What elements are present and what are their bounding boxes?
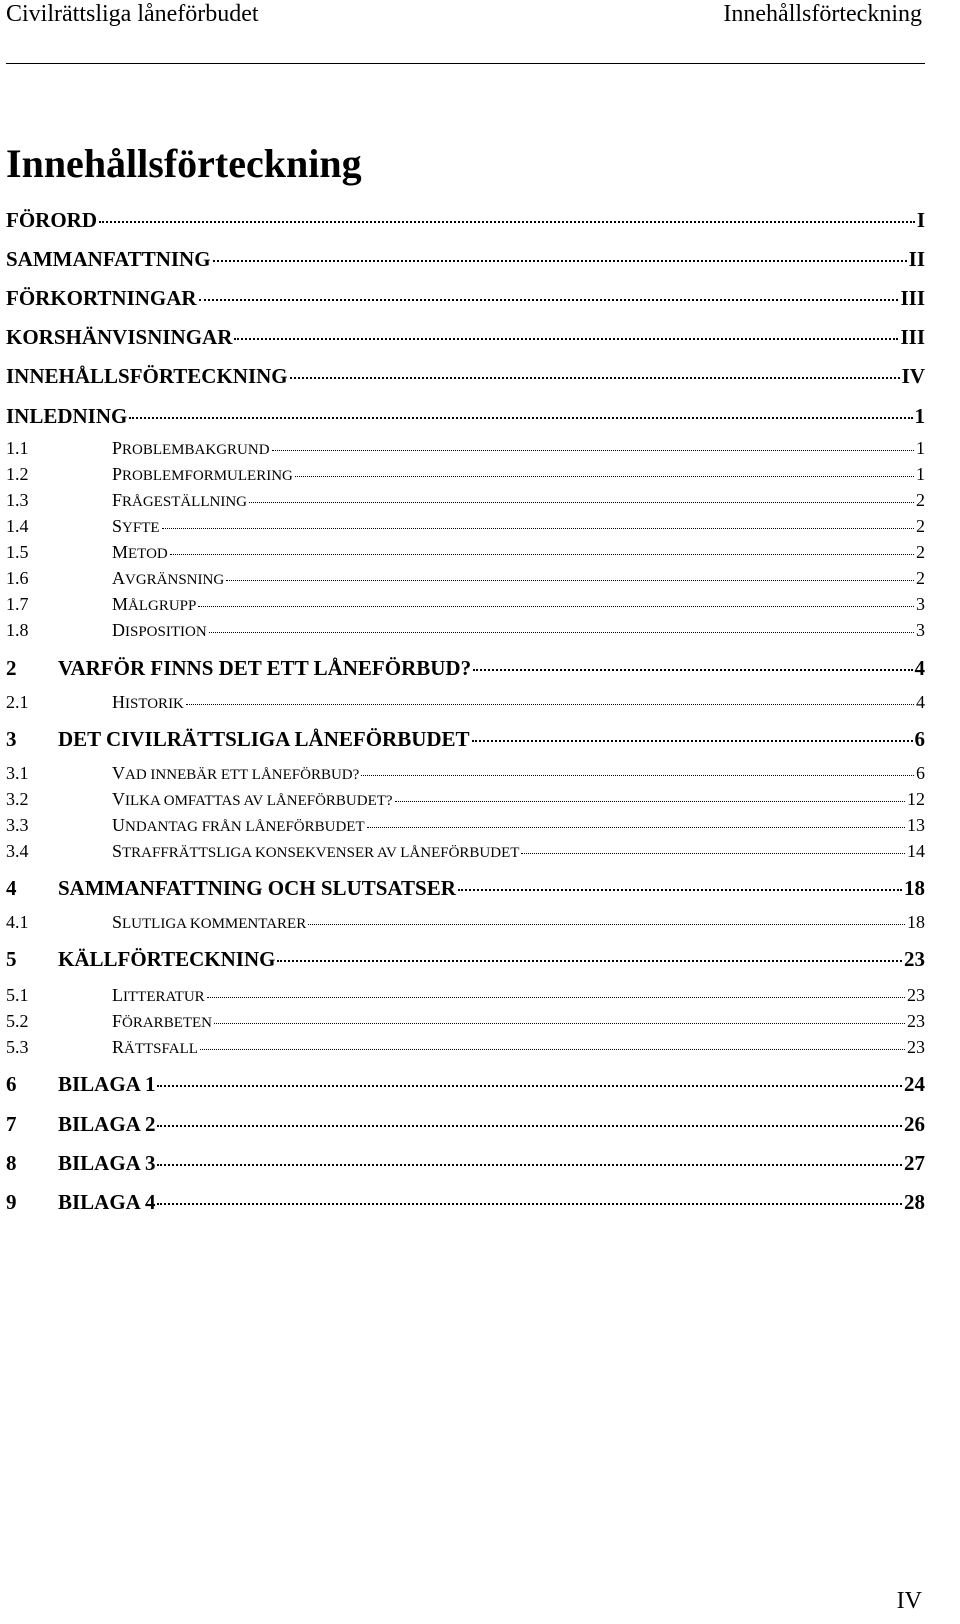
toc-entry-label-initial: M: [112, 542, 129, 562]
toc-entry[interactable]: [6, 404, 925, 429]
toc-entry-label: [112, 594, 196, 615]
toc-entry-page: 18: [904, 876, 925, 900]
toc-leader-dots: [186, 704, 914, 705]
toc-entry-label-initial: S: [112, 841, 123, 861]
toc-entry-number: 4.1: [6, 912, 29, 932]
toc-entry-number: 5: [6, 947, 17, 971]
toc-entry-page: 3: [916, 620, 925, 640]
toc-entry-label: KORSHÄNVISNINGAR: [6, 325, 233, 349]
toc-entry-page: 4: [914, 656, 925, 680]
toc-entry[interactable]: [6, 1112, 925, 1137]
toc-entry[interactable]: [6, 815, 925, 836]
toc-entry-label: [112, 1037, 198, 1058]
toc-entry-number: 3.4: [6, 841, 29, 861]
toc-entry-page: I: [916, 208, 925, 232]
toc-entry-label: INNEHÅLLSFÖRTECKNING: [6, 364, 288, 388]
toc-entry-label-initial: H: [112, 692, 125, 712]
toc-entry-label-initial: S: [112, 516, 123, 536]
toc-entry-label-rest: AD INNEBÄR ETT LÅNEFÖRBUD?: [125, 767, 360, 783]
toc-entry-label: INLEDNING: [6, 404, 128, 428]
toc-entry-label-initial: P: [112, 438, 123, 458]
toc-entry-label: [112, 464, 293, 485]
toc-leader-dots: [272, 450, 914, 451]
toc-entry[interactable]: [6, 985, 925, 1006]
toc-entry-label-initial: P: [112, 464, 123, 484]
toc-leader-dots: [170, 554, 914, 555]
toc-entry-number: 1.4: [6, 516, 29, 536]
toc-entry-page: 2: [916, 516, 925, 536]
toc-entry-label: [112, 789, 393, 810]
toc-entry[interactable]: [6, 841, 925, 862]
toc-entry-number: 3.1: [6, 763, 29, 783]
toc-entry[interactable]: [6, 516, 925, 537]
toc-entry-number: 5.1: [6, 985, 29, 1005]
toc-entry-label-rest: ÅLGRUPP: [128, 598, 197, 614]
toc-entry[interactable]: [6, 325, 925, 350]
toc-entry[interactable]: [6, 876, 925, 901]
toc-entry-label-rest: ÄTTSFALL: [124, 1041, 198, 1057]
toc-entry-number: 1.2: [6, 464, 29, 484]
toc-entry[interactable]: [6, 286, 925, 311]
toc-entry-label-rest: ROBLEMBAKGRUND: [122, 442, 270, 458]
toc-entry-label: DET CIVILRÄTTSLIGA LÅNEFÖRBUDET: [58, 727, 470, 751]
toc-entry-page: 3: [916, 594, 925, 614]
toc-entry[interactable]: [6, 947, 925, 972]
toc-entry-label-initial: S: [112, 912, 123, 932]
toc-entry[interactable]: [6, 656, 925, 681]
toc-leader-dots: [473, 669, 912, 671]
toc-entry[interactable]: [6, 464, 925, 485]
toc-entry-page: 6: [916, 763, 925, 783]
toc-entry[interactable]: [6, 1151, 925, 1176]
toc-entry[interactable]: [6, 912, 925, 933]
running-header-left: Civilrättsliga låneförbudet: [6, 1, 259, 27]
toc-entry-page: 18: [907, 912, 925, 932]
toc-leader-dots: [361, 775, 914, 776]
toc-entry-label: [112, 841, 519, 862]
toc-leader-dots: [198, 606, 914, 607]
toc-entry-page: 24: [904, 1072, 925, 1096]
toc-entry-number: 8: [6, 1151, 17, 1175]
toc-entry-number: 7: [6, 1112, 17, 1136]
toc-leader-dots: [157, 1164, 902, 1166]
toc-leader-dots: [277, 960, 902, 962]
toc-entry-label-initial: V: [112, 789, 125, 809]
toc-entry-page: 23: [907, 1037, 925, 1057]
toc-entry-label-rest: VGRÄNSNING: [125, 572, 225, 588]
toc-entry-label: VARFÖR FINNS DET ETT LÅNEFÖRBUD?: [58, 656, 472, 680]
toc-entry-page: II: [908, 247, 925, 271]
toc-entry[interactable]: [6, 247, 925, 272]
toc-entry-label: [112, 985, 205, 1006]
toc-entry-label-rest: YFTE: [122, 520, 160, 536]
toc-leader-dots: [458, 889, 902, 891]
toc-entry-label: [112, 438, 270, 459]
toc-entry-label-rest: ÖRARBETEN: [122, 1015, 213, 1031]
page-number: IV: [896, 1588, 922, 1614]
toc-entry-label-initial: M: [112, 594, 129, 614]
toc-entry-number: 1.8: [6, 620, 29, 640]
toc-entry-label-rest: ILKA OMFATTAS AV LÅNEFÖRBUDET?: [125, 793, 393, 809]
toc-entry-label-initial: U: [112, 815, 125, 835]
toc-leader-dots: [213, 260, 907, 262]
toc-entry[interactable]: [6, 542, 925, 563]
toc-entry[interactable]: [6, 364, 925, 389]
toc-entry-label: [112, 516, 160, 537]
toc-entry-page: 1: [914, 404, 925, 428]
toc-entry-label: BILAGA 1: [58, 1072, 156, 1096]
toc-entry-label-rest: NDANTAG FRÅN LÅNEFÖRBUDET: [125, 819, 365, 835]
toc-leader-dots: [472, 740, 913, 742]
toc-leader-dots: [290, 377, 900, 379]
toc-entry-label-initial: L: [112, 985, 123, 1005]
toc-entry-page: III: [900, 286, 925, 310]
toc-entry-label: [112, 1011, 212, 1032]
toc-leader-dots: [367, 827, 905, 828]
toc-leader-dots: [157, 1203, 902, 1205]
running-header-right: Innehållsförteckning: [723, 1, 922, 27]
toc-entry-number: 1.7: [6, 594, 29, 614]
toc-entry-page: 2: [916, 568, 925, 588]
toc-leader-dots: [226, 580, 914, 581]
toc-entry-label: [112, 542, 168, 563]
toc-entry[interactable]: [6, 1037, 925, 1058]
toc-entry-label-rest: ISPOSITION: [125, 624, 207, 640]
toc-entry-label-initial: F: [112, 1011, 123, 1031]
toc-entry-number: 5.3: [6, 1037, 29, 1057]
toc-entry[interactable]: [6, 1072, 925, 1097]
toc-entry[interactable]: [6, 438, 925, 459]
toc-entry-page: 13: [907, 815, 925, 835]
toc-entry-page: 27: [904, 1151, 925, 1175]
toc-entry-label: KÄLLFÖRTECKNING: [58, 947, 276, 971]
toc-entry-label: [112, 568, 224, 589]
header-rule: [6, 63, 925, 64]
toc-entry-label-initial: F: [112, 490, 123, 510]
toc-entry-label: FÖRKORTNINGAR: [6, 286, 197, 310]
toc-entry-label-initial: R: [112, 1037, 125, 1057]
toc-entry[interactable]: [6, 789, 925, 810]
toc-entry-page: IV: [901, 364, 925, 388]
toc-entry-number: 2.1: [6, 692, 29, 712]
toc-entry-page: III: [900, 325, 925, 349]
toc-entry-label: [112, 815, 365, 836]
toc-entry-page: 23: [907, 985, 925, 1005]
toc-entry-label: [112, 912, 306, 933]
toc-entry-number: 3.2: [6, 789, 29, 809]
toc-entry-number: 9: [6, 1190, 17, 1214]
toc-leader-dots: [157, 1125, 902, 1127]
toc-leader-dots: [234, 338, 898, 340]
toc-entry-page: 12: [907, 789, 925, 809]
toc-entry[interactable]: [6, 692, 925, 713]
toc-entry-label: [112, 620, 207, 641]
toc-entry[interactable]: [6, 763, 925, 784]
toc-entry-page: 1: [916, 438, 925, 458]
toc-entry-label: BILAGA 4: [58, 1190, 156, 1214]
toc-entry-label: FÖRORD: [6, 208, 97, 232]
toc-entry[interactable]: [6, 568, 925, 589]
toc-leader-dots: [209, 632, 914, 633]
toc-entry-number: 1.6: [6, 568, 29, 588]
toc-leader-dots: [199, 299, 899, 301]
toc-leader-dots: [395, 801, 905, 802]
toc-entry-label-rest: LUTLIGA KOMMENTARER: [122, 916, 307, 932]
toc-leader-dots: [129, 417, 912, 419]
toc-entry-label-initial: V: [112, 763, 125, 783]
toc-entry-number: 1.1: [6, 438, 29, 458]
toc-entry[interactable]: [6, 594, 925, 615]
toc-entry-number: 3: [6, 727, 17, 751]
toc-leader-dots: [207, 997, 905, 998]
toc-entry-number: 4: [6, 876, 17, 900]
toc-entry-label-rest: RÅGESTÄLLNING: [122, 494, 248, 510]
toc-entry-label-rest: ETOD: [128, 546, 168, 562]
toc-entry-label-rest: TRAFFRÄTTSLIGA KONSEKVENSER AV LÅNEFÖRBUDET: [122, 845, 520, 861]
toc-leader-dots: [99, 221, 915, 223]
toc-entry-label: [112, 763, 359, 784]
toc-entry-number: 1.5: [6, 542, 29, 562]
toc-entry-label-rest: ROBLEMFORMULERING: [122, 468, 293, 484]
toc-entry-label: [112, 490, 247, 511]
toc-leader-dots: [521, 853, 905, 854]
page-title: Innehållsförteckning: [6, 141, 362, 186]
toc-entry[interactable]: [6, 208, 925, 233]
toc-entry-label: [112, 692, 184, 713]
toc-entry-page: 14: [907, 841, 925, 861]
toc-entry[interactable]: [6, 727, 925, 752]
toc-entry-page: 28: [904, 1190, 925, 1214]
toc-entry-page: 2: [916, 490, 925, 510]
toc-entry-page: 4: [916, 692, 925, 712]
toc-entry[interactable]: [6, 1190, 925, 1215]
toc-entry-page: 23: [907, 1011, 925, 1031]
toc-leader-dots: [295, 476, 914, 477]
toc-entry-label-initial: D: [112, 620, 125, 640]
toc-entry-page: 23: [904, 947, 925, 971]
toc-entry-label: BILAGA 2: [58, 1112, 156, 1136]
toc-entry-number: 1.3: [6, 490, 29, 510]
toc-leader-dots: [200, 1049, 905, 1050]
toc-entry-page: 26: [904, 1112, 925, 1136]
toc-entry-number: 3.3: [6, 815, 29, 835]
toc-entry-number: 2: [6, 656, 17, 680]
toc-entry-number: 5.2: [6, 1011, 29, 1031]
toc-entry-label-rest: ITTERATUR: [123, 989, 205, 1005]
toc-entry-label: SAMMANFATTNING OCH SLUTSATSER: [58, 876, 456, 900]
toc-leader-dots: [214, 1023, 905, 1024]
toc-entry-label-rest: ISTORIK: [125, 696, 184, 712]
toc-leader-dots: [249, 502, 914, 503]
toc-entry-number: 6: [6, 1072, 17, 1096]
toc-entry-page: 1: [916, 464, 925, 484]
toc-entry-label: BILAGA 3: [58, 1151, 156, 1175]
toc-entry[interactable]: [6, 620, 925, 641]
toc-entry-page: 6: [914, 727, 925, 751]
toc-entry-label-initial: A: [112, 568, 125, 588]
toc-leader-dots: [157, 1085, 902, 1087]
toc-entry[interactable]: [6, 1011, 925, 1032]
toc-entry-label: SAMMANFATTNING: [6, 247, 211, 271]
toc-leader-dots: [308, 924, 905, 925]
toc-entry[interactable]: [6, 490, 925, 511]
toc-leader-dots: [162, 528, 914, 529]
toc-entry-page: 2: [916, 542, 925, 562]
